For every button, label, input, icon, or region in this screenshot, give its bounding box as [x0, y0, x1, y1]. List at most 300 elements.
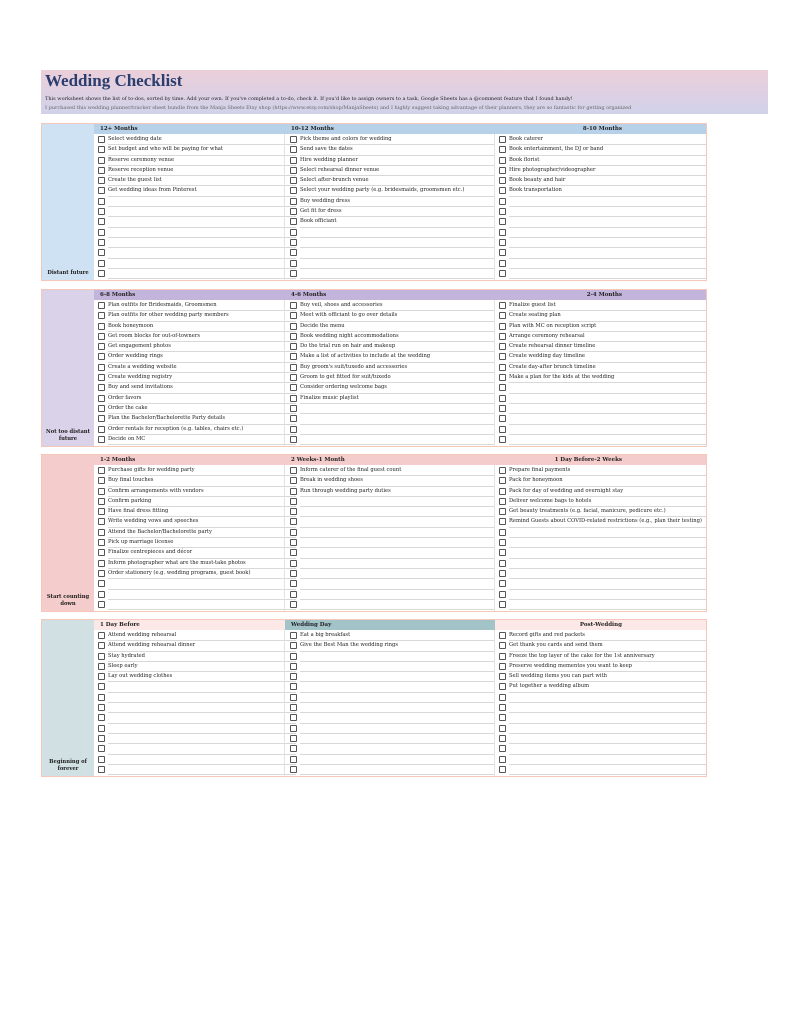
task-text[interactable]: Sleep early [108, 661, 296, 672]
task-checkbox[interactable] [499, 673, 506, 680]
task-checkbox[interactable] [499, 570, 506, 577]
task-text[interactable]: Create wedding day timeline [509, 351, 706, 362]
task-text[interactable]: Book florist [509, 155, 706, 166]
task-checkbox[interactable] [499, 498, 506, 505]
task-checkbox[interactable] [98, 239, 105, 246]
checklist-row [94, 165, 296, 175]
task-checkbox[interactable] [98, 529, 105, 536]
task-checkbox[interactable] [499, 384, 506, 391]
task-checkbox[interactable] [499, 426, 506, 433]
task-text[interactable]: Record gifts and red packets [509, 630, 706, 641]
task-checkbox[interactable] [98, 218, 105, 225]
task-checkbox[interactable] [499, 560, 506, 567]
task-checkbox[interactable] [290, 229, 297, 236]
task-checkbox[interactable] [290, 673, 297, 680]
task-text[interactable]: Create the guest list [108, 175, 296, 186]
task-text[interactable]: Reserve reception venue [108, 165, 296, 176]
task-text[interactable]: Order wedding rings [108, 351, 296, 362]
task-text[interactable]: Buy veil, shoes and accessories [300, 300, 495, 311]
task-checkbox[interactable] [290, 694, 297, 701]
task-text[interactable]: Book officiant [300, 216, 495, 227]
task-checkbox[interactable] [499, 756, 506, 763]
task-checkbox[interactable] [499, 374, 506, 381]
task-checkbox[interactable] [290, 725, 297, 732]
task-text[interactable]: Book honeymoon [108, 321, 296, 332]
task-text[interactable] [509, 764, 706, 775]
task-checkbox[interactable] [290, 167, 297, 174]
checklist-row [285, 702, 495, 712]
task-text[interactable] [108, 268, 296, 279]
task-checkbox[interactable] [290, 570, 297, 577]
task-checkbox[interactable] [98, 198, 105, 205]
task-checkbox[interactable] [499, 591, 506, 598]
task-text[interactable]: Groom to get fitted for suit/tuxedo [300, 372, 495, 383]
task-checkbox[interactable] [290, 249, 297, 256]
task-text[interactable]: Select your wedding party (e.g. bridesmaids, groomsmen etc.) [300, 185, 495, 196]
task-text[interactable]: Do the trial run on hair and makeup [300, 341, 495, 352]
task-checkbox[interactable] [290, 683, 297, 690]
task-checkbox[interactable] [290, 467, 297, 474]
checklist-row [285, 578, 495, 588]
task-checkbox[interactable] [290, 353, 297, 360]
task-checkbox[interactable] [98, 395, 105, 402]
task-checkbox[interactable] [499, 694, 506, 701]
checklist-row [285, 475, 495, 485]
task-text[interactable]: Remind Guests about COVID-related restrictions (e.g., plan their testing) [509, 516, 706, 527]
task-text[interactable]: Finalize centrepieces and décor [108, 547, 296, 558]
task-checkbox[interactable] [499, 518, 506, 525]
task-checkbox[interactable] [98, 745, 105, 752]
task-text[interactable]: Preserve wedding mementos you want to keep [509, 661, 706, 672]
checklist-row [94, 413, 296, 423]
task-checkbox[interactable] [98, 177, 105, 184]
task-text[interactable]: Plan outfits for other wedding party members [108, 310, 296, 321]
task-checkbox[interactable] [499, 601, 506, 608]
task-text[interactable]: Inform photographer what are the must-take photos [108, 558, 296, 569]
task-text[interactable]: Reserve ceremony venue [108, 155, 296, 166]
section-sidebar [42, 290, 94, 446]
task-text[interactable]: Decide the menu [300, 321, 495, 332]
task-text[interactable]: Attend the Bachelor/Bachelorette party [108, 527, 296, 538]
task-checkbox[interactable] [98, 136, 105, 143]
task-text[interactable] [300, 599, 495, 610]
task-checkbox[interactable] [290, 136, 297, 143]
checklist-row [495, 155, 706, 165]
task-checkbox[interactable] [290, 756, 297, 763]
task-text[interactable]: Sell wedding items you can part with [509, 671, 706, 682]
task-text[interactable] [509, 268, 706, 279]
task-text[interactable]: Book transportation [509, 185, 706, 196]
task-checkbox[interactable] [290, 591, 297, 598]
task-text[interactable]: Prepare final payments [509, 465, 706, 476]
task-checkbox[interactable] [290, 498, 297, 505]
checklist-row [495, 134, 706, 144]
task-text[interactable]: Have final dress fitting [108, 506, 296, 517]
task-checkbox[interactable] [98, 384, 105, 391]
checklist-row [94, 393, 296, 403]
task-checkbox[interactable] [98, 208, 105, 215]
task-checkbox[interactable] [98, 249, 105, 256]
task-text[interactable]: Arrange ceremony rehearsal [509, 331, 706, 342]
task-checkbox[interactable] [98, 539, 105, 546]
task-text[interactable]: Buy and send invitations [108, 382, 296, 393]
task-checkbox[interactable] [499, 395, 506, 402]
task-checkbox[interactable] [499, 353, 506, 360]
task-checkbox[interactable] [98, 343, 105, 350]
task-text[interactable]: Decide on MC [108, 434, 296, 445]
task-checkbox[interactable] [499, 249, 506, 256]
task-checkbox[interactable] [98, 260, 105, 267]
task-text[interactable]: Attend wedding rehearsal dinner [108, 640, 296, 651]
task-text[interactable]: Get fit for dress [300, 206, 495, 217]
task-checkbox[interactable] [499, 477, 506, 484]
task-checkbox[interactable] [499, 766, 506, 773]
task-checkbox[interactable] [499, 218, 506, 225]
task-checkbox[interactable] [98, 663, 105, 670]
task-checkbox[interactable] [290, 239, 297, 246]
task-text[interactable]: Get thank you cards and send them [509, 640, 706, 651]
task-checkbox[interactable] [290, 714, 297, 721]
task-checkbox[interactable] [290, 518, 297, 525]
task-checkbox[interactable] [290, 745, 297, 752]
task-checkbox[interactable] [98, 374, 105, 381]
task-text[interactable]: Plan the Bachelor/Bachelorette Party details [108, 413, 296, 424]
task-text[interactable]: Buy groom's suit/tuxedo and accessories [300, 362, 495, 373]
task-text[interactable]: Stay hydrated [108, 651, 296, 662]
task-checkbox[interactable] [98, 477, 105, 484]
task-checkbox[interactable] [98, 187, 105, 194]
task-checkbox[interactable] [499, 580, 506, 587]
task-checkbox[interactable] [499, 333, 506, 340]
task-checkbox[interactable] [98, 157, 105, 164]
task-text[interactable]: Inform caterer of the final guest count [300, 465, 495, 476]
task-checkbox[interactable] [499, 146, 506, 153]
task-text[interactable]: Meet with officiant to go over details [300, 310, 495, 321]
task-checkbox[interactable] [290, 560, 297, 567]
task-text[interactable]: Get wedding ideas from Pinterest [108, 185, 296, 196]
column-header: 1 Day Before [94, 620, 296, 630]
task-text[interactable]: Freeze the top layer of the cake for the 1st anniversary [509, 651, 706, 662]
task-checkbox[interactable] [499, 539, 506, 546]
task-text[interactable]: Finalize music playlist [300, 393, 495, 404]
task-checkbox[interactable] [98, 642, 105, 649]
checklist-row [94, 661, 296, 671]
task-checkbox[interactable] [290, 260, 297, 267]
task-checkbox[interactable] [499, 312, 506, 319]
checklist-row [495, 661, 706, 671]
task-checkbox[interactable] [499, 229, 506, 236]
task-checkbox[interactable] [290, 766, 297, 773]
task-checkbox[interactable] [98, 704, 105, 711]
task-checkbox[interactable] [290, 323, 297, 330]
task-checkbox[interactable] [499, 405, 506, 412]
task-checkbox[interactable] [98, 756, 105, 763]
task-checkbox[interactable] [499, 529, 506, 536]
task-checkbox[interactable] [290, 146, 297, 153]
task-text[interactable]: Book entertainment, the DJ or band [509, 144, 706, 155]
task-checkbox[interactable] [290, 415, 297, 422]
checklist-row [495, 351, 706, 361]
task-checkbox[interactable] [290, 632, 297, 639]
task-text[interactable]: Run through wedding party duties [300, 486, 495, 497]
task-checkbox[interactable] [290, 477, 297, 484]
column-header: Wedding Day [285, 620, 495, 630]
task-text[interactable]: Buy final touches [108, 475, 296, 486]
task-checkbox[interactable] [499, 653, 506, 660]
task-text[interactable]: Hire wedding planner [300, 155, 495, 166]
task-checkbox[interactable] [290, 663, 297, 670]
task-text[interactable]: Pack for day of wedding and overnight stay [509, 486, 706, 497]
task-checkbox[interactable] [290, 302, 297, 309]
task-checkbox[interactable] [499, 632, 506, 639]
task-checkbox[interactable] [98, 364, 105, 371]
checklist-row [94, 712, 296, 722]
task-checkbox[interactable] [499, 642, 506, 649]
checklist-row [495, 382, 706, 392]
task-text[interactable]: Consider ordering welcome bags [300, 382, 495, 393]
task-checkbox[interactable] [499, 157, 506, 164]
task-text[interactable]: Get room blocks for out-of-towners [108, 331, 296, 342]
task-text[interactable]: Select after-brunch venue [300, 175, 495, 186]
task-text[interactable]: Make a list of activities to include at the wedding [300, 351, 495, 362]
task-text[interactable]: Plan with MC on reception script [509, 321, 706, 332]
task-checkbox[interactable] [98, 601, 105, 608]
task-text[interactable] [509, 599, 706, 610]
task-checkbox[interactable] [290, 642, 297, 649]
task-text[interactable]: Create a wedding website [108, 362, 296, 373]
task-checkbox[interactable] [290, 601, 297, 608]
checklist-row [285, 516, 495, 526]
task-checkbox[interactable] [98, 415, 105, 422]
task-checkbox[interactable] [98, 518, 105, 525]
task-checkbox[interactable] [98, 467, 105, 474]
task-checkbox[interactable] [290, 343, 297, 350]
task-text[interactable]: Create day-after brunch timeline [509, 362, 706, 373]
task-checkbox[interactable] [290, 436, 297, 443]
checklist-row [285, 351, 495, 361]
checklist-row [94, 692, 296, 702]
task-checkbox[interactable] [290, 426, 297, 433]
task-checkbox[interactable] [499, 725, 506, 732]
task-checkbox[interactable] [98, 570, 105, 577]
task-text[interactable]: Send save the dates [300, 144, 495, 155]
checklist-row [495, 310, 706, 320]
checklist-row [495, 465, 706, 475]
task-text[interactable] [509, 434, 706, 445]
task-text[interactable]: Confirm parking [108, 496, 296, 507]
task-checkbox[interactable] [290, 198, 297, 205]
task-text[interactable]: Create wedding registry [108, 372, 296, 383]
task-text[interactable]: Give the Best Man the wedding rings [300, 640, 495, 651]
task-text[interactable]: Order the cake [108, 403, 296, 414]
task-checkbox[interactable] [499, 177, 506, 184]
task-checkbox[interactable] [290, 333, 297, 340]
task-text[interactable]: Select wedding date [108, 134, 296, 145]
task-checkbox[interactable] [290, 218, 297, 225]
task-checkbox[interactable] [98, 353, 105, 360]
task-checkbox[interactable] [499, 136, 506, 143]
task-checkbox[interactable] [290, 208, 297, 215]
task-text[interactable] [300, 434, 495, 445]
task-checkbox[interactable] [499, 714, 506, 721]
checklist-row [94, 175, 296, 185]
checklist-row [285, 651, 495, 661]
task-text[interactable]: Make a plan for the kids at the wedding [509, 372, 706, 383]
task-checkbox[interactable] [290, 508, 297, 515]
task-checkbox[interactable] [499, 683, 506, 690]
task-text[interactable]: Book wedding night accommodations [300, 331, 495, 342]
task-text[interactable] [108, 764, 296, 775]
task-text[interactable]: Eat a big breakfast [300, 630, 495, 641]
task-checkbox[interactable] [499, 343, 506, 350]
task-text[interactable]: Purchase gifts for wedding party [108, 465, 296, 476]
task-checkbox[interactable] [98, 312, 105, 319]
task-checkbox[interactable] [499, 323, 506, 330]
task-checkbox[interactable] [290, 735, 297, 742]
task-checkbox[interactable] [98, 653, 105, 660]
task-checkbox[interactable] [98, 694, 105, 701]
task-checkbox[interactable] [98, 498, 105, 505]
task-checkbox[interactable] [499, 208, 506, 215]
task-checkbox[interactable] [290, 704, 297, 711]
task-checkbox[interactable] [98, 146, 105, 153]
task-checkbox[interactable] [499, 260, 506, 267]
task-text[interactable]: Hire photographer/videographer [509, 165, 706, 176]
task-text[interactable]: Put together a wedding album [509, 681, 706, 692]
task-text[interactable]: Attend wedding rehearsal [108, 630, 296, 641]
task-text[interactable]: Set budget and who will be paying for what [108, 144, 296, 155]
task-checkbox[interactable] [499, 467, 506, 474]
task-checkbox[interactable] [98, 632, 105, 639]
task-text[interactable]: Deliver welcome bags to hotels [509, 496, 706, 507]
task-text[interactable]: Book beauty and hair [509, 175, 706, 186]
checklist-row [495, 216, 706, 226]
task-text[interactable]: Lay out wedding clothes [108, 671, 296, 682]
task-checkbox[interactable] [499, 364, 506, 371]
task-checkbox[interactable] [499, 167, 506, 174]
task-checkbox[interactable] [499, 302, 506, 309]
checklist-row [495, 321, 706, 331]
checklist-row [495, 268, 706, 278]
checklist-row [285, 393, 495, 403]
task-text[interactable]: Order favors [108, 393, 296, 404]
task-checkbox[interactable] [499, 549, 506, 556]
task-checkbox[interactable] [98, 302, 105, 309]
task-checkbox[interactable] [290, 653, 297, 660]
task-checkbox[interactable] [98, 405, 105, 412]
task-checkbox[interactable] [499, 488, 506, 495]
task-text[interactable] [300, 268, 495, 279]
task-checkbox[interactable] [98, 549, 105, 556]
task-checkbox[interactable] [290, 157, 297, 164]
task-text[interactable]: Create rehearsal dinner timeline [509, 341, 706, 352]
task-text[interactable]: Plan outfits for Bridesmaids, Groomsmen [108, 300, 296, 311]
task-checkbox[interactable] [98, 436, 105, 443]
task-text[interactable]: Pack for honeymoon [509, 475, 706, 486]
task-text[interactable]: Select rehearsal dinner venue [300, 165, 495, 176]
page-note: I purchased this wedding planner/tracker sheet bundle from the Manja Sheets Etsy shop (https://www.etsy.com/shop/ManjaSheets) and I highly suggest taking advantage of their planners, they are so fantastic for getting organized [45, 105, 632, 111]
task-checkbox[interactable] [98, 591, 105, 598]
checklist-row [285, 321, 495, 331]
checklist-row [285, 754, 495, 764]
task-checkbox[interactable] [98, 270, 105, 277]
task-checkbox[interactable] [290, 539, 297, 546]
task-checkbox[interactable] [98, 725, 105, 732]
task-text[interactable]: Pick up marriage license [108, 537, 296, 548]
task-text[interactable]: Finalize guest list [509, 300, 706, 311]
task-checkbox[interactable] [290, 529, 297, 536]
checklist-row [495, 702, 706, 712]
task-checkbox[interactable] [290, 580, 297, 587]
task-text[interactable]: Break in wedding shoes [300, 475, 495, 486]
column-divider [494, 134, 495, 280]
task-checkbox[interactable] [290, 187, 297, 194]
task-text[interactable] [300, 764, 495, 775]
task-checkbox[interactable] [98, 683, 105, 690]
task-checkbox[interactable] [290, 405, 297, 412]
task-checkbox[interactable] [290, 395, 297, 402]
task-checkbox[interactable] [98, 560, 105, 567]
task-checkbox[interactable] [499, 704, 506, 711]
task-checkbox[interactable] [290, 177, 297, 184]
task-checkbox[interactable] [98, 488, 105, 495]
section-label: Start counting down [46, 594, 90, 608]
task-checkbox[interactable] [98, 580, 105, 587]
task-text[interactable]: Order stationery (e.g. wedding programs, guest book) [108, 568, 296, 579]
column-header: 1 Day Before-2 Weeks [495, 455, 706, 465]
task-checkbox[interactable] [290, 312, 297, 319]
task-checkbox[interactable] [290, 364, 297, 371]
task-checkbox[interactable] [98, 673, 105, 680]
task-text[interactable]: Get beauty treatments (e.g. facial, manicure, pedicure etc.) [509, 506, 706, 517]
task-checkbox[interactable] [499, 187, 506, 194]
task-checkbox[interactable] [499, 415, 506, 422]
task-checkbox[interactable] [499, 198, 506, 205]
task-text[interactable]: Create seating plan [509, 310, 706, 321]
task-checkbox[interactable] [98, 735, 105, 742]
task-checkbox[interactable] [499, 735, 506, 742]
task-checkbox[interactable] [98, 323, 105, 330]
task-checkbox[interactable] [499, 508, 506, 515]
task-checkbox[interactable] [290, 549, 297, 556]
task-checkbox[interactable] [98, 229, 105, 236]
task-checkbox[interactable] [290, 488, 297, 495]
task-text[interactable]: Pick theme and colors for wedding [300, 134, 495, 145]
task-text[interactable]: Get engagement photos [108, 341, 296, 352]
task-checkbox[interactable] [98, 508, 105, 515]
task-checkbox[interactable] [98, 426, 105, 433]
task-checkbox[interactable] [499, 663, 506, 670]
task-checkbox[interactable] [499, 745, 506, 752]
task-checkbox[interactable] [290, 270, 297, 277]
task-text[interactable]: Book caterer [509, 134, 706, 145]
task-checkbox[interactable] [98, 167, 105, 174]
task-checkbox[interactable] [98, 333, 105, 340]
task-text[interactable]: Order rentals for reception (e.g. tables, chairs etc.) [108, 424, 296, 435]
task-checkbox[interactable] [499, 239, 506, 246]
task-text[interactable]: Confirm arrangements with vendors [108, 486, 296, 497]
task-checkbox[interactable] [98, 766, 105, 773]
task-text[interactable]: Write wedding vows and speeches [108, 516, 296, 527]
checklist-column [495, 455, 706, 609]
task-text[interactable]: Buy wedding dress [300, 196, 495, 207]
task-checkbox[interactable] [290, 374, 297, 381]
task-checkbox[interactable] [499, 436, 506, 443]
task-checkbox[interactable] [98, 714, 105, 721]
task-checkbox[interactable] [290, 384, 297, 391]
task-checkbox[interactable] [499, 270, 506, 277]
task-text[interactable] [108, 599, 296, 610]
